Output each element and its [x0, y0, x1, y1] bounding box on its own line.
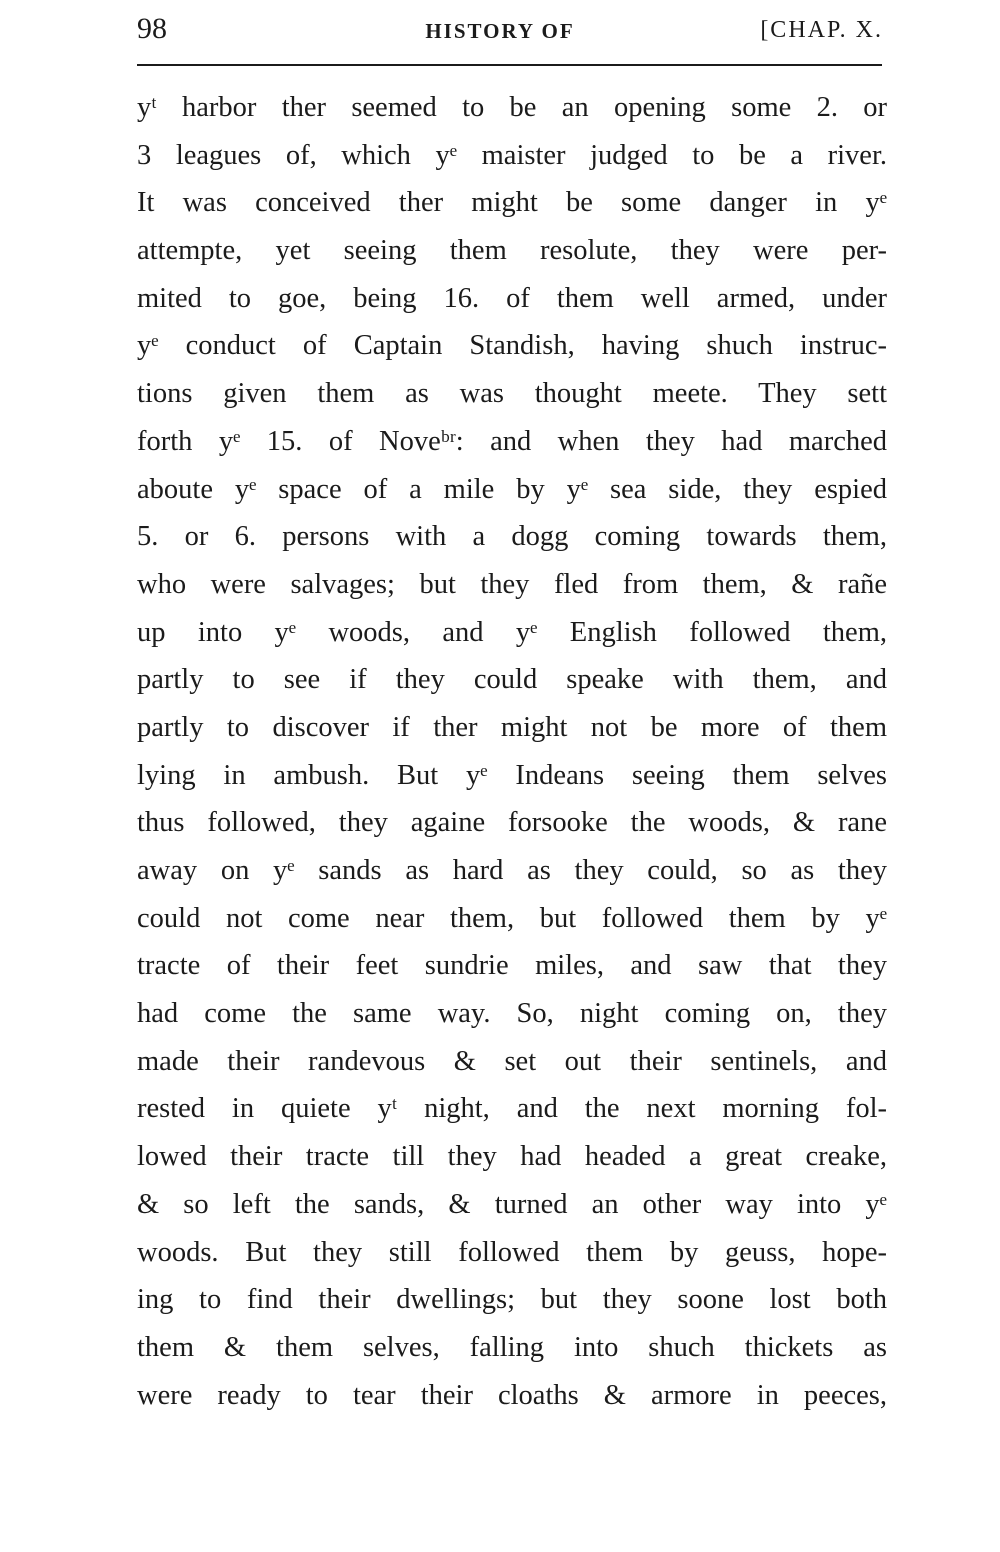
body-text — [137, 84, 887, 1419]
text-line: 5. or 6. persons with a dogg coming towards them, — [137, 521, 887, 553]
text-line: forth yᵉ 15. of Noveᵇʳ: and when they had marched — [137, 425, 887, 457]
text-line: partly to see if they could speake with them, and — [137, 664, 887, 696]
text-line: could not come near them, but followed them by yᵉ — [137, 902, 887, 934]
text-line: rested in quiete yᵗ night, and the next morning fol- — [137, 1093, 887, 1125]
text-line: who were salvages; but they fled from them, & rañe — [137, 568, 887, 600]
running-head — [0, 0, 1000, 60]
text-line: 3 leagues of, which yᵉ maister judged to be a river. — [137, 139, 887, 171]
header-rule — [137, 64, 882, 66]
text-line: ing to find their dwellings; but they soone lost both — [137, 1284, 887, 1316]
text-line: & so left the sands, & turned an other way into yᵉ — [137, 1188, 887, 1220]
text-line: lying in ambush. But yᵉ Indeans seeing them selves — [137, 759, 887, 791]
text-line: thus followed, they againe forsooke the woods, & rane — [137, 807, 887, 839]
text-line: yᵉ conduct of Captain Standish, having shuch instruc- — [137, 330, 887, 362]
text-line: lowed their tracte till they had headed a great creake, — [137, 1141, 887, 1173]
text-line: them & them selves, falling into shuch thickets as — [137, 1331, 887, 1363]
text-line: had come the same way. So, night coming on, they — [137, 998, 887, 1030]
text-line: away on yᵉ sands as hard as they could, so as they — [137, 855, 887, 886]
text-line: up into yᵉ woods, and yᵉ English followed them, — [137, 616, 887, 648]
text-line: aboute yᵉ space of a mile by yᵉ sea side, they espied — [137, 473, 887, 505]
running-title: HISTORY OF — [425, 19, 575, 43]
chapter-marker: [CHAP. X. — [760, 17, 883, 43]
page-number: 98 — [137, 12, 167, 45]
text-line: partly to discover if ther might not be more of them — [137, 711, 887, 743]
text-line: tions given them as was thought meete. They sett — [137, 378, 887, 410]
text-line: woods. But they still followed them by geuss, hope- — [137, 1236, 887, 1268]
text-line: yᵗ harbor ther seemed to be an opening some 2. or — [137, 92, 887, 123]
text-line: made their randevous & set out their sentinels, and — [137, 1045, 887, 1077]
text-line: attempte, yet seeing them resolute, they were per- — [137, 235, 887, 267]
text-line: tracte of their feet sundrie miles, and saw that they — [137, 950, 887, 982]
text-line: were ready to tear their cloaths & armore in peeces, — [137, 1379, 887, 1411]
text-line: mited to goe, being 16. of them well armed, under — [137, 282, 887, 314]
text-line: It was conceived ther might be some danger in yᵉ — [137, 187, 887, 219]
